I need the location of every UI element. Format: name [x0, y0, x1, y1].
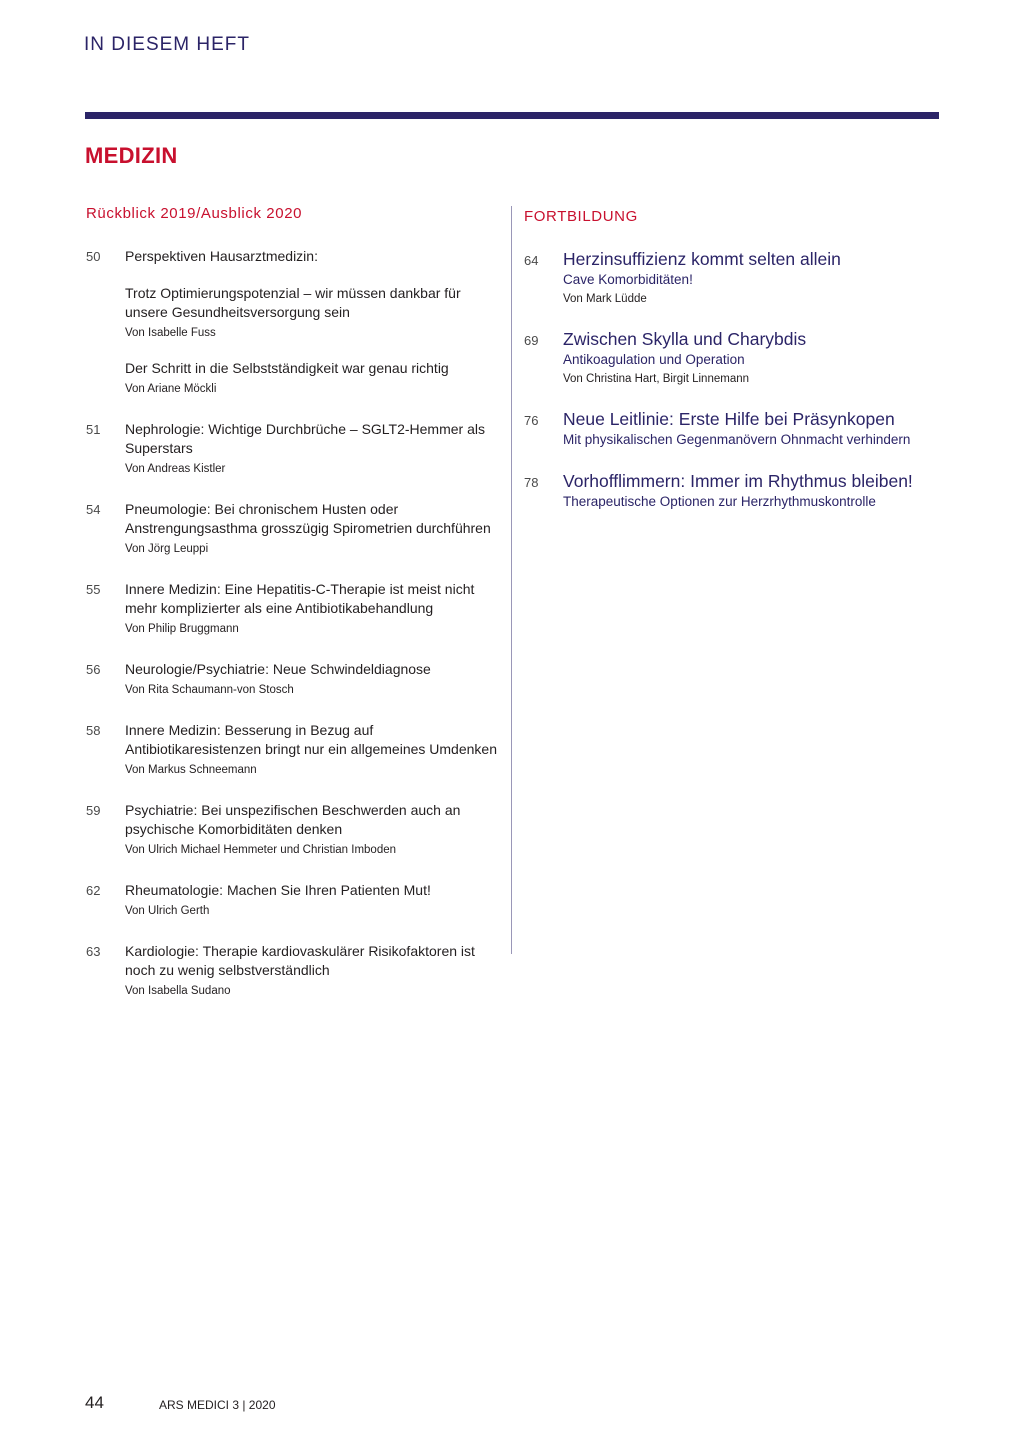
entry-title: Kardiologie: Therapie kardiovaskulärer Risikofaktoren ist noch zu wenig selbstverständlich: [125, 943, 475, 978]
header-rule: [85, 112, 939, 119]
entry-author: Von Ariane Möckli: [125, 383, 217, 395]
toc-entry[interactable]: [524, 249, 944, 307]
column-divider: [511, 206, 512, 954]
entry-author: Von Ulrich Gerth: [125, 905, 210, 917]
entry-author: Von Christina Hart, Birgit Linnemann: [563, 373, 750, 385]
page-number: 56: [86, 662, 101, 677]
entry-title: Nephrologie: Wichtige Durchbrüche – SGLT2-Hemmer als Superstars: [125, 421, 485, 456]
toc-entry[interactable]: [524, 471, 944, 511]
toc-entry[interactable]: [86, 580, 506, 637]
toc-left-column: [86, 205, 506, 1022]
toc-entry[interactable]: [86, 660, 506, 698]
entry-author: Von Jörg Leuppi: [125, 543, 209, 555]
toc-entry[interactable]: [524, 409, 944, 449]
entry-author: Von Markus Schneemann: [125, 764, 257, 776]
entry-title: Herzinsuffizienz kommt selten allein: [563, 249, 841, 269]
entry-subtitle: Mit physikalischen Gegenmanövern Ohnmacht verhindern: [563, 432, 911, 447]
sub-entry[interactable]: [125, 284, 506, 341]
entry-title: Trotz Optimierungspotenzial – wir müssen dankbar für unsere Gesundheitsversorgung sein: [125, 285, 461, 320]
entry-title: Neurologie/Psychiatrie: Neue Schwindeldiagnose: [125, 661, 431, 677]
entry-subtitle: Antikoagulation und Operation: [563, 352, 745, 367]
entry-author: Von Isabelle Fuss: [125, 327, 216, 339]
toc-entry[interactable]: [86, 420, 506, 477]
section-title: MEDIZIN: [85, 143, 178, 168]
entry-author: Von Philip Bruggmann: [125, 623, 239, 635]
toc-entry[interactable]: [86, 881, 506, 919]
sub-entry[interactable]: [125, 359, 506, 397]
entry-title: Neue Leitlinie: Erste Hilfe bei Präsynkopen: [563, 409, 895, 429]
entry-title: Rheumatologie: Machen Sie Ihren Patienten Mut!: [125, 882, 431, 898]
page-number: 63: [86, 944, 101, 959]
toc-right-column: [524, 208, 944, 533]
page-number: 51: [86, 422, 101, 437]
entry-title: Zwischen Skylla und Charybdis: [563, 329, 807, 349]
entry-title: Der Schritt in die Selbstständigkeit war genau richtig: [125, 360, 449, 376]
footer-magazine-issue: ARS MEDICI 3 | 2020: [159, 1398, 276, 1412]
right-subheading: FORTBILDUNG: [524, 208, 638, 225]
toc-entry[interactable]: [86, 942, 506, 999]
page-number: 78: [524, 475, 539, 490]
entry-author: Von Ulrich Michael Hemmeter und Christian Imboden: [125, 844, 397, 856]
toc-entry[interactable]: [86, 801, 506, 858]
left-subheading: Rückblick 2019/Ausblick 2020: [86, 205, 303, 222]
page-number: 55: [86, 582, 101, 597]
toc-entry[interactable]: [86, 721, 506, 778]
entry-author: Von Rita Schaumann-von Stosch: [125, 684, 294, 696]
toc-entry[interactable]: [86, 247, 506, 397]
toc-entry[interactable]: [86, 500, 506, 557]
entry-title: Psychiatrie: Bei unspezifischen Beschwerden auch an psychische Komorbiditäten denken: [125, 802, 461, 837]
page-number: 69: [524, 333, 539, 348]
entry-title: Vorhofflimmern: Immer im Rhythmus bleiben!: [563, 471, 913, 491]
entry-subtitle: Cave Komorbiditäten!: [563, 272, 693, 287]
page-number: 54: [86, 502, 101, 517]
page-number: 50: [86, 249, 101, 264]
page-number: 62: [86, 883, 101, 898]
toc-entry[interactable]: [524, 329, 944, 387]
footer-page-number: 44: [85, 1393, 104, 1412]
entry-subtitle: Therapeutische Optionen zur Herzrhythmuskontrolle: [563, 494, 876, 509]
page-number: 76: [524, 413, 539, 428]
entry-title: Innere Medizin: Eine Hepatitis-C-Therapie ist meist nicht mehr komplizierter als eine Antibiotikabehandlung: [125, 581, 475, 616]
entry-title: Innere Medizin: Besserung in Bezug auf Antibiotikaresistenzen bringt nur ein allgemeines Umdenken: [125, 722, 497, 757]
page-number: 59: [86, 803, 101, 818]
entry-title: Pneumologie: Bei chronischem Husten oder Anstrengungsasthma grosszügig Spirometrien durchführen: [125, 501, 491, 536]
entry-author: Von Mark Lüdde: [563, 293, 647, 305]
entry-author: Von Andreas Kistler: [125, 463, 226, 475]
entry-author: Von Isabella Sudano: [125, 985, 231, 997]
page-number: 58: [86, 723, 101, 738]
page-number: 64: [524, 253, 539, 268]
page-header-label: IN DIESEM HEFT: [84, 34, 251, 55]
entry-title: Perspektiven Hausarztmedizin:: [125, 248, 318, 264]
